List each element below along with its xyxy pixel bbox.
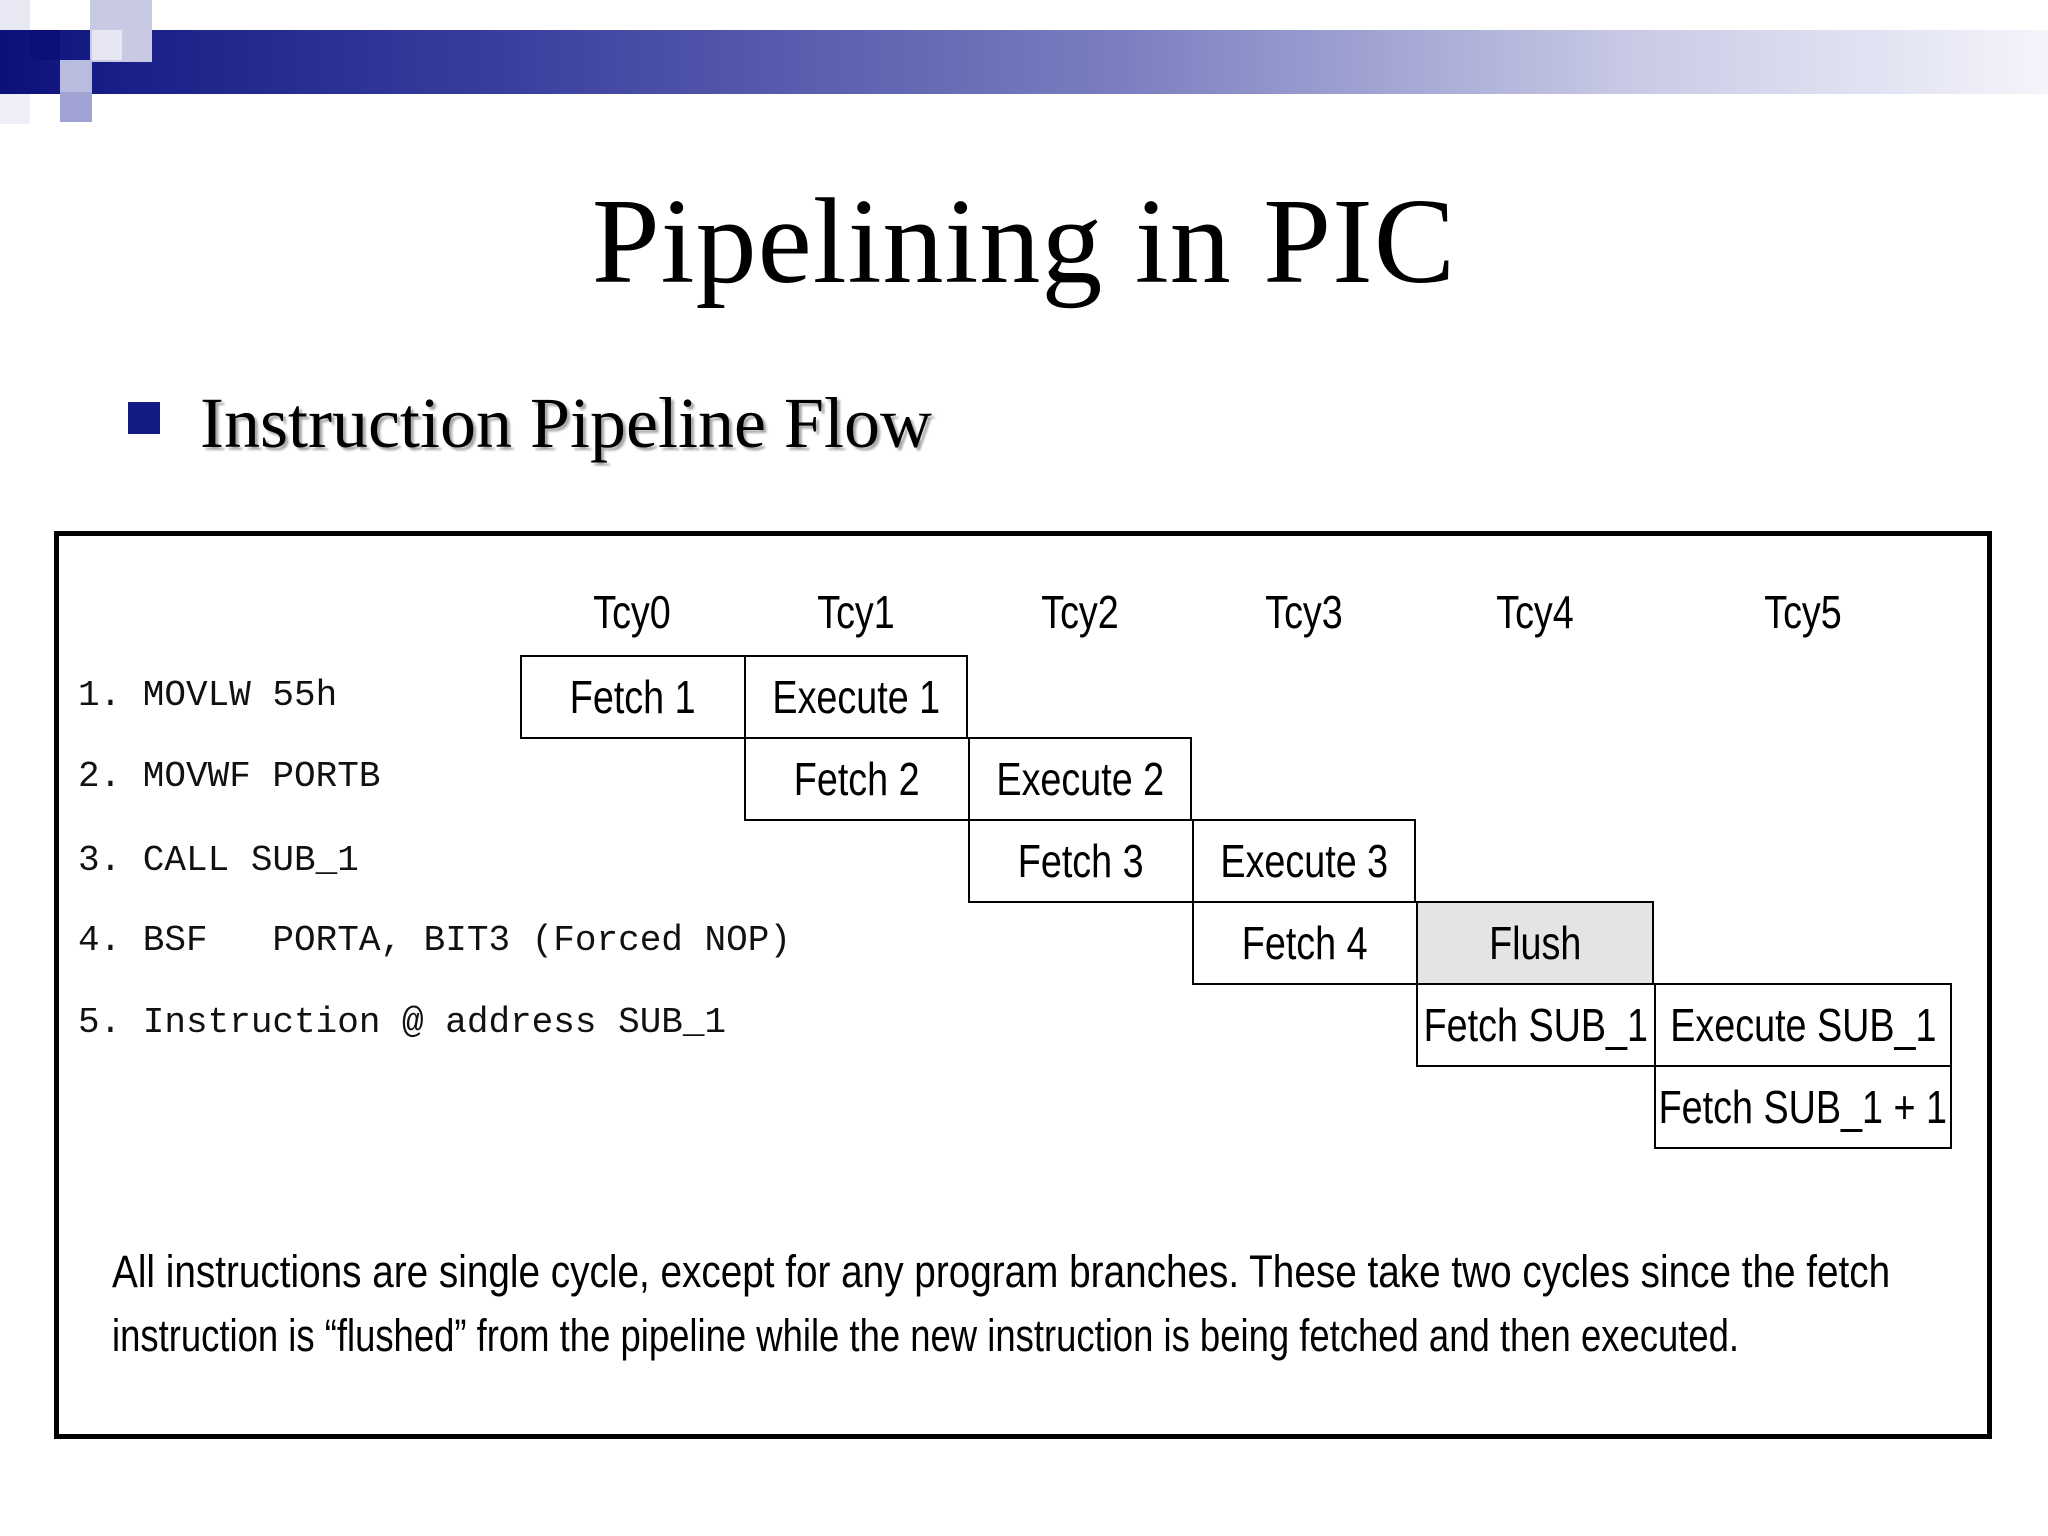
bullet-text: Instruction Pipeline Flow xyxy=(200,383,932,463)
instruction-label: 2. MOVWF PORTB xyxy=(78,756,381,797)
cycle-header: Tcy3 xyxy=(1265,586,1343,638)
cell-text: Flush xyxy=(1488,917,1582,969)
cell-text: Fetch 2 xyxy=(794,753,920,805)
instruction-label: 3. CALL SUB_1 xyxy=(78,840,359,881)
logo-square xyxy=(60,92,92,122)
top-banner xyxy=(0,30,2048,94)
cell-text: Fetch SUB_1 + 1 xyxy=(1658,1081,1948,1133)
pipeline-cell xyxy=(1416,983,1654,1067)
cell-text: Execute 1 xyxy=(772,671,940,723)
cell-text: Execute 2 xyxy=(996,753,1164,805)
cell-text: Execute SUB_1 xyxy=(1669,999,1937,1051)
cycle-header: Tcy2 xyxy=(1041,586,1119,638)
logo-square xyxy=(0,94,30,124)
cycle-header: Tcy1 xyxy=(817,586,895,638)
cycle-header: Tcy0 xyxy=(593,586,671,638)
cell-text: Fetch 3 xyxy=(1018,835,1144,887)
instruction-label: 4. BSF PORTA, BIT3 (Forced NOP) xyxy=(78,920,791,961)
pipeline-cell xyxy=(744,737,968,821)
note-line-1: All instructions are single cycle, except for any program branches. These take two cycles since the fetch xyxy=(112,1246,1891,1297)
pipeline-cell xyxy=(1654,1065,1952,1149)
instruction-label: 5. Instruction @ address SUB_1 xyxy=(78,1002,727,1043)
cell-text: Execute 3 xyxy=(1220,835,1388,887)
pipeline-cell xyxy=(1192,819,1416,903)
pipeline-cell xyxy=(968,819,1192,903)
diagram-note xyxy=(112,1240,1972,1368)
flush-cell xyxy=(1416,901,1654,985)
cell-text: Fetch 1 xyxy=(570,671,696,723)
bullet-square-icon xyxy=(128,402,160,434)
slide-title: Pipelining in PIC xyxy=(591,174,1457,309)
pipeline-cell xyxy=(1192,901,1416,985)
cycle-header: Tcy4 xyxy=(1496,586,1574,638)
cell-text: Fetch 4 xyxy=(1242,917,1368,969)
instruction-label: 1. MOVLW 55h xyxy=(78,675,338,716)
note-line-2: instruction is “flushed” from the pipeline while the new instruction is being fetched and then executed. xyxy=(112,1310,1740,1361)
logo-square xyxy=(30,30,60,60)
pipeline-cell xyxy=(744,655,968,739)
pipeline-cell xyxy=(968,737,1192,821)
cycle-header: Tcy5 xyxy=(1764,586,1842,638)
logo-square xyxy=(0,0,30,30)
logo-square xyxy=(92,30,122,60)
pipeline-cell xyxy=(520,655,744,739)
pipeline-cell xyxy=(1654,983,1952,1067)
cell-text: Fetch SUB_1 xyxy=(1423,999,1649,1051)
logo-square xyxy=(60,60,92,92)
